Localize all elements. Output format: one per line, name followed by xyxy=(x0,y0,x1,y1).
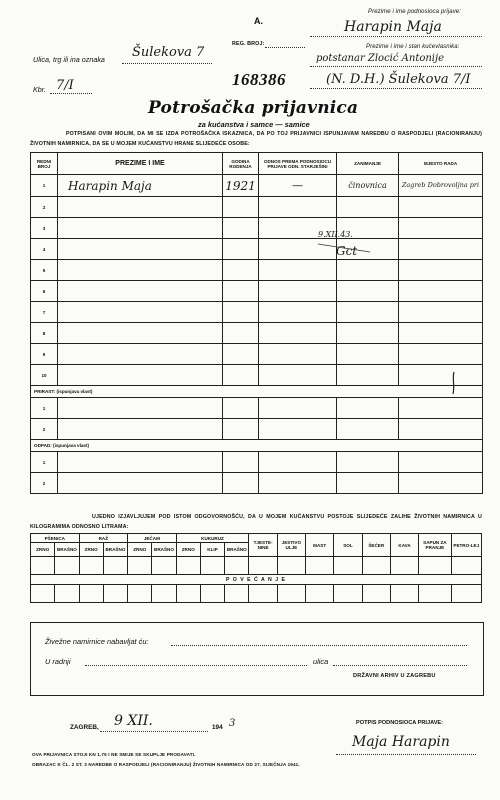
header-ulje: JESTIVO ULJE xyxy=(277,534,305,557)
prirast-label: PRIRAST: (ispunjava vlast) xyxy=(31,386,483,398)
odpad-label: ODPAD: (ispunjava vlast) xyxy=(31,440,483,452)
sub-brasno: BRAŠNO xyxy=(103,543,127,557)
sub-zrno: ZRNO xyxy=(176,543,200,557)
header-kava: KAVA xyxy=(390,534,418,557)
row-number: 7 xyxy=(31,302,58,323)
header-workplace: MJESTO RADA xyxy=(399,153,483,175)
declaration-text: UJEDNO IZJAVLJUJEM POD ISTOM ODGOVORNOŠĆU, DA U MOJEM KUĆANSTVU POSTOJE SLIJEDEĆE ZALIHE ŽIVOTNIH NAMIRNICA U KILOGRAMIMA ODNOSNO LITRAMA: xyxy=(30,514,482,530)
document-subtitle: za kućanstva i samce — samice xyxy=(198,120,310,129)
row-number: 5 xyxy=(31,260,58,281)
regulation-note: OBRAZAC K ČL. 2 ST. 3 NAREDBE O RASPODJELI (RACIONIRANJU) ŽIVOTNIH NAMIRNICA OD 27. SIJEČNJA 1941. xyxy=(32,762,300,767)
cell-relation: — xyxy=(259,175,337,197)
row-number: 1 xyxy=(31,175,58,197)
header-sapun: SAPUN ZA PRANJE xyxy=(419,534,451,557)
header-psenica: PŠENICA xyxy=(31,534,80,543)
row-number: 8 xyxy=(31,323,58,344)
header-raz: RAŽ xyxy=(79,534,128,543)
applicant-name-handwritten: Harapin Maja xyxy=(344,19,442,35)
row-number: 1 xyxy=(31,452,58,473)
header-petrolej: PETRO-LEJ xyxy=(451,534,481,557)
shop-street-line xyxy=(333,665,467,666)
sub-zrno: ZRNO xyxy=(128,543,152,557)
pen-mark xyxy=(318,244,370,252)
supplies-table xyxy=(30,533,482,603)
header-occupation: ZANIMANJE xyxy=(337,153,399,175)
row-number: 9 xyxy=(31,344,58,365)
cell-name: Harapin Maja xyxy=(58,175,223,197)
document-title: Potrošačka prijavnica xyxy=(148,98,359,118)
row-number: 3 xyxy=(31,218,58,239)
header-redni-broj: REDNI BROJ xyxy=(31,153,58,175)
povecanje-row xyxy=(31,575,482,585)
row-number: 2 xyxy=(31,473,58,494)
year-handwritten: 3 xyxy=(229,718,236,729)
place-label: ZAGREB, xyxy=(70,724,99,731)
signature-handwritten: Maja Harapin xyxy=(352,734,450,750)
supplies-row xyxy=(31,585,482,603)
supplies-group-header xyxy=(31,534,482,543)
header-jecam: JEČAM xyxy=(128,534,177,543)
shop-label: U radnji xyxy=(45,657,71,666)
street-value-handwritten: Šulekova 7 xyxy=(132,45,205,60)
landlord-label: Prezime i ime i stan kućevlasnika: xyxy=(366,44,460,50)
header-sol: SOL xyxy=(334,534,362,557)
sub-brasno: BRAŠNO xyxy=(152,543,176,557)
header-tjestenine: TJESTE-NINE xyxy=(249,534,277,557)
shop-street-label: ulica xyxy=(313,657,329,666)
kbr-label: Kbr. xyxy=(33,85,46,94)
sub-brasno: BRAŠNO xyxy=(55,543,79,557)
serial-number: 168386 xyxy=(232,70,286,89)
row-number: 6 xyxy=(31,281,58,302)
reg-number-label: REG. BROJ: xyxy=(232,41,265,47)
kbr-value-handwritten: 7/I xyxy=(56,78,74,93)
header-mast: MAST xyxy=(306,534,334,557)
row-number: 2 xyxy=(31,197,58,218)
row-number: 10 xyxy=(31,365,58,386)
date-handwritten: 9 XII. xyxy=(114,713,153,729)
purchase-intro: Živežne namirnice nabavljat ću: xyxy=(45,637,149,646)
row-number: 1 xyxy=(31,398,58,419)
signature-line xyxy=(336,754,476,755)
landlord-address-handwritten: (N. D.H.) Šulekova 7/I xyxy=(326,72,471,87)
sub-brasno: BRAŠNO xyxy=(225,543,249,557)
purchase-box xyxy=(30,622,484,696)
sub-klip: KLIP xyxy=(200,543,224,557)
shop-line xyxy=(85,665,307,666)
header-year: GODINA RODENJA xyxy=(223,153,259,175)
signature-label: POTPIS PODNOSIOCA PRIJAVE: xyxy=(356,720,444,726)
applicant-name-label: Prezime i ime podnosioca prijave: xyxy=(368,9,462,15)
supplies-row xyxy=(31,557,482,575)
request-text: POTPISANI OVIM MOLIM, DA MI SE IZDA POTROŠAČKA ISKAZNICA, DA PO TOJ PRIJAVNICI ISPUNJAVAM NAREDBU O RASPODJELI (RACIONIRANJU) ŽIVOTNIH NAMIRNICA, DA SE U MOJEM KUĆANSTVU HRANE SLIJEDEĆE OSOBE: xyxy=(30,131,482,147)
archive-stamp: DRŽAVNI ARHIV U ZAGREBU xyxy=(353,673,436,679)
header-name: PREZIME I IME xyxy=(58,153,223,175)
header-secer: ŠEĆER xyxy=(362,534,390,557)
annotation-date-handwritten: 9.XII.43. xyxy=(318,230,353,239)
sub-zrno: ZRNO xyxy=(79,543,103,557)
cell-workplace: Zagreb Dobrovoljna pri xyxy=(399,175,483,197)
cell-occupation: činovnica xyxy=(337,175,399,197)
form-letter: A. xyxy=(254,16,263,26)
date-line xyxy=(100,731,208,732)
price-note: OVA PRIJAVNICA STOJI KN 1.75 I NE SMIJE SE SKUPLJE PRODAVATI. xyxy=(32,752,196,757)
row-number: 4 xyxy=(31,239,58,260)
povecanje-label: P O V E Ć A N J E xyxy=(31,575,482,585)
cell-year: 1921 xyxy=(223,175,259,197)
landlord-value-handwritten: potstanar Zlocić Antonije xyxy=(316,53,445,64)
pen-mark xyxy=(453,372,454,394)
year-prefix: 194 xyxy=(212,724,223,731)
purchase-line-1 xyxy=(171,645,467,646)
row-number: 2 xyxy=(31,419,58,440)
sub-zrno: ZRNO xyxy=(31,543,55,557)
header-relation: ODNOS PREMA PODNOSIOCU PRIJAVE ODN. STARJEŠINI xyxy=(259,153,337,175)
annotation-signature-handwritten: Gct xyxy=(336,244,358,258)
header-kukuruz: KUKURUZ xyxy=(176,534,249,543)
street-label: Ulica, trg ili ina oznaka xyxy=(33,55,105,64)
